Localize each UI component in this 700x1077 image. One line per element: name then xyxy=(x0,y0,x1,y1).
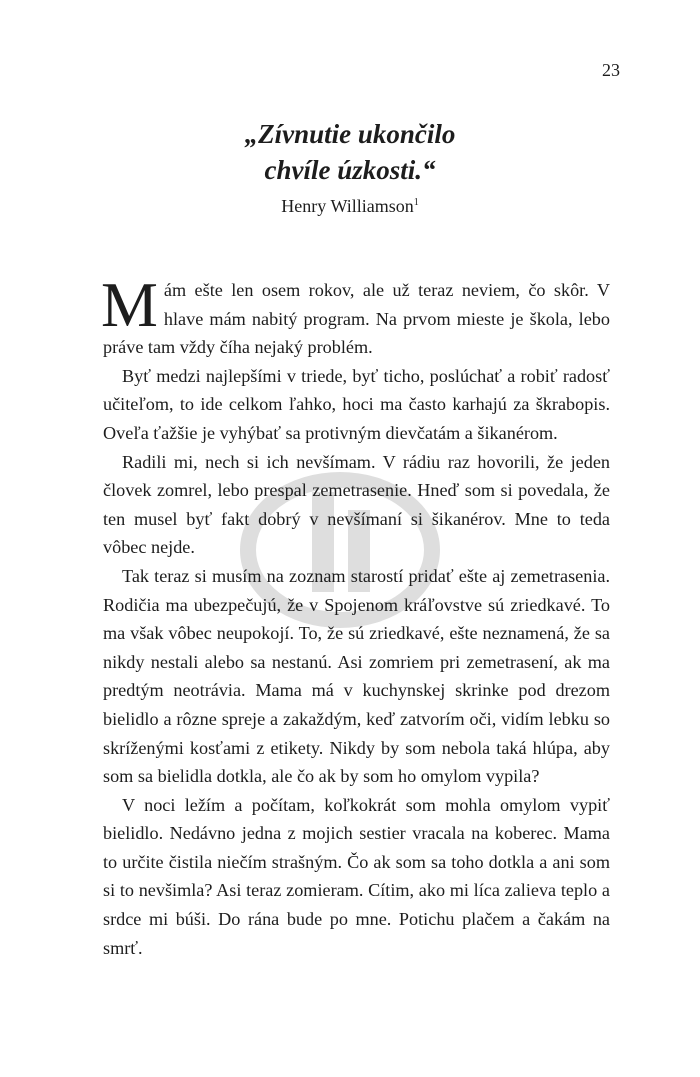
paragraph-4: Tak teraz si musím na zoznam starostí pridať ešte aj zemetrasenia. Rodičia ma ubezpečujú, že v Spojenom kráľovstve sú zriedkavé. To ma však vôbec neupokojí. To, že sú zriedkavé, ešte neznamená, že sa nikdy nestali alebo sa nestanú. Asi zomriem pri zemetrasení, ak ma predtým neotrávia. Mama má v kuchynskej skrinke pod drezom bielidlo a rôzne spreje a zakaždým, keď zatvorím oči, vidím lebku so skríženými kosťami z etikety. Nikdy by som nebola taká hlúpa, aby som sa bielidla dotkla, ale čo ak by som ho omylom vypila? xyxy=(103,565,610,787)
paragraph-1-text: ám ešte len osem rokov, ale už teraz neviem, čo skôr. V hlave mám nabitý program. Na prvom mieste je škola, lebo práve tam vždy číha nejaký problém. xyxy=(103,280,610,358)
page-number: 23 xyxy=(602,60,620,80)
paragraph-1 xyxy=(101,269,610,362)
chapter-title-line-2: chvíle úzkosti.“ xyxy=(264,155,436,185)
paragraph-3: Radili mi, nech si ich nevšímam. V rádiu raz hovorili, že jeden človek zomrel, lebo prespal zemetrasenie. Hneď som si povedala, že ten musel byť fakt dobrý v nevšímaní si šikanérov. Mne to teda vôbec nejde. xyxy=(103,451,610,558)
paragraph-2: Byť medzi najlepšími v triede, byť ticho, poslúchať a robiť radosť učiteľom, to ide celkom ľahko, hoci ma často karhajú za škrabopis. Oveľa ťažšie je vyhýbať sa protivným dievčatám a šikanérom. xyxy=(103,365,610,443)
footnote-marker: 1 xyxy=(413,197,419,208)
chapter-title-line-1: „Zívnutie ukončilo xyxy=(244,119,456,149)
author-name: Henry Williamson xyxy=(281,196,414,216)
chapter-title xyxy=(100,116,600,188)
epigraph-author xyxy=(100,196,600,217)
chapter-body xyxy=(101,269,610,962)
paragraph-5: V noci ležím a počítam, koľkokrát som mohla omylom vypiť bielidlo. Nedávno jedna z mojich sestier vracala na koberec. Mama to určite čistila niečím strašným. Čo ak som sa toho dotkla a ani som si to nevšimla? Asi teraz zomieram. Cítim, ako mi líca zalieva teplo a srdce mi búši. Do rána bude po mne. Potichu plačem a čakám na smrť. xyxy=(103,794,610,958)
drop-cap: M xyxy=(101,269,158,340)
